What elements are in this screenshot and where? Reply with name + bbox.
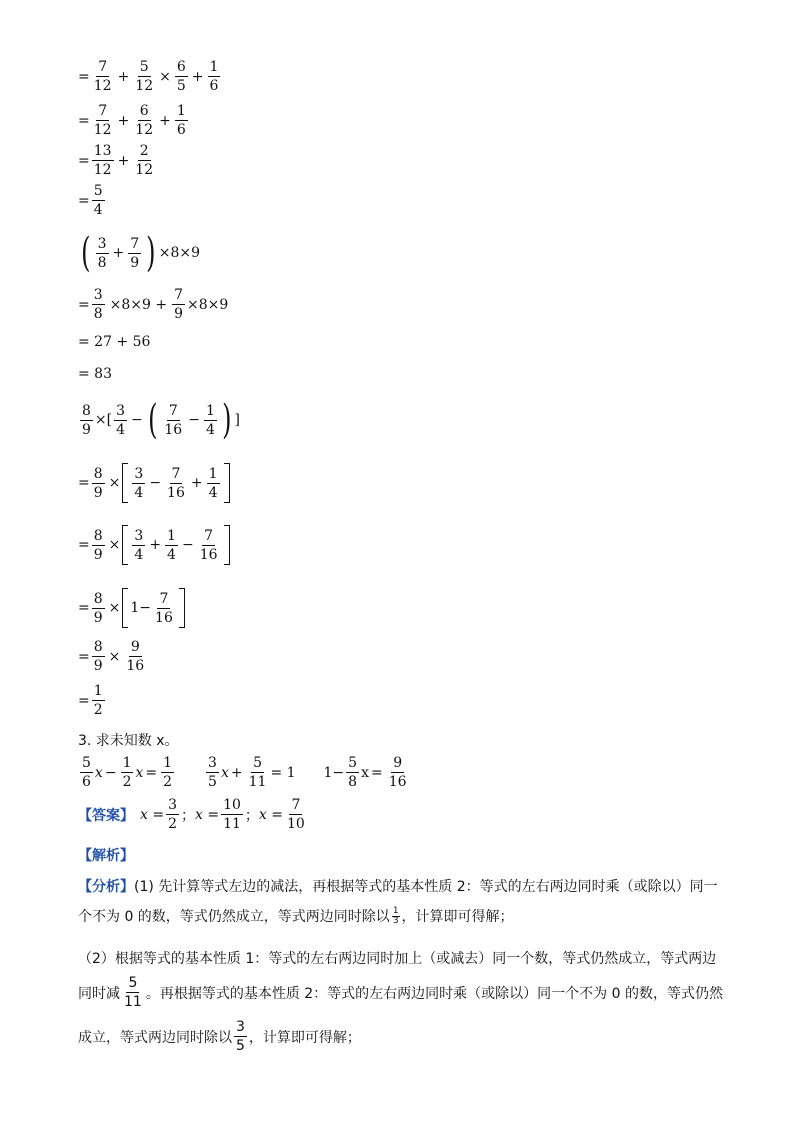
fraction: $\frac{1}{2}$: [163, 755, 173, 790]
analysis-text: ，计算即可得解；: [248, 1029, 361, 1046]
equals-sign: =: [78, 648, 90, 665]
analysis-text: 。再根据等式的基本性质 2：等式的左右两边同时乘（或除以）同一个不为 0 的数，等式仍然: [145, 985, 723, 1002]
operator: +: [149, 537, 162, 553]
fraction: $\frac{5}{6}$: [82, 755, 91, 790]
equals-sign: =: [78, 192, 90, 209]
left-bracket: [122, 463, 128, 503]
close-bracket: ]: [234, 412, 240, 428]
equals-sign: =: [78, 152, 90, 169]
calc-step-3: [78, 144, 157, 177]
answer-tag: 【答案】: [78, 807, 134, 824]
analysis-text: 同时减: [78, 985, 120, 1002]
expression-tail: ×8×9: [187, 296, 229, 313]
operator: ×: [108, 600, 121, 616]
calc-problem-3-step-4: [78, 640, 148, 673]
fraction: $\frac{3}{4}$: [116, 402, 126, 438]
equation-rhs: = 1: [270, 764, 296, 781]
variable-x: x: [94, 764, 103, 781]
answer-lhs: x =: [258, 806, 283, 823]
analysis-paragraph-2-line-3: [78, 1020, 361, 1053]
question-3-equations: [78, 756, 411, 789]
fraction: $\frac{3}{8}$: [93, 287, 103, 322]
fraction: $\frac{7}{12}$: [93, 103, 112, 138]
fraction: $\frac{5}{8}$: [348, 755, 358, 790]
equals-sign: =: [78, 68, 90, 85]
fraction: $\frac{6}{5}$: [176, 59, 186, 94]
operator: +: [230, 764, 243, 781]
variable-x: x: [135, 764, 144, 781]
equals-sign: =: [78, 692, 90, 709]
answer-line: [78, 798, 309, 831]
fraction: $\frac{9}{16}$: [126, 639, 145, 674]
right-paren: ): [221, 397, 232, 443]
fraction: $\frac{6}{12}$: [135, 103, 154, 138]
analysis-paragraph-2-line-1: （2）根据等式的基本性质 1：等式的左右两边同时加上（或减去）同一个数，等式仍然成立，等式两边: [78, 951, 717, 967]
equals-sign: =: [78, 112, 90, 129]
operator: −: [188, 412, 200, 428]
left-bracket: [122, 525, 128, 565]
calc-problem-3-expression: [78, 397, 240, 443]
analysis-paragraph-1-line-1: [78, 876, 718, 896]
right-bracket: [179, 588, 185, 628]
operator: ×: [159, 68, 171, 85]
fraction: $\frac{5}{12}$: [135, 59, 154, 94]
operator: +: [117, 68, 130, 85]
fraction: $\frac{7}{16}$: [167, 465, 185, 501]
analysis-paragraph-2-line-2: [78, 976, 723, 1009]
operator: +: [117, 152, 130, 169]
calc-problem-2-step-3: = 83: [78, 366, 112, 382]
fraction: $\frac{10}{11}$: [223, 797, 241, 832]
analysis-text: 成立，等式两边同时除以: [78, 1029, 232, 1046]
fraction: $\frac{3}{2}$: [168, 797, 177, 832]
analysis-tag: 【解析】: [78, 848, 134, 864]
fraction: $\frac{1}{3}$: [392, 905, 399, 926]
fraction: $\frac{3}{5}$: [236, 1019, 245, 1054]
fraction: $\frac{5}{11}$: [248, 755, 267, 790]
calc-problem-2-step-1: [78, 288, 228, 321]
analysis-sub-tag: 【分析】: [78, 879, 134, 895]
calc-problem-2-expression: [78, 230, 201, 276]
answer-lhs: x =: [195, 806, 220, 823]
fraction: $\frac{3}{5}$: [208, 755, 217, 790]
right-paren: ): [146, 230, 156, 276]
fraction: $\frac{3}{4}$: [134, 527, 144, 563]
operator: −: [131, 412, 143, 428]
equation-lhs: 1−: [323, 764, 345, 781]
fraction: $\frac{8}{9}$: [93, 639, 103, 674]
calc-problem-2-step-2: = 27 + 56: [78, 334, 151, 350]
expression-term: 1−: [130, 600, 152, 616]
fraction: $\frac{8}{9}$: [82, 402, 91, 438]
expression-middle: ×8×9 +: [109, 296, 168, 313]
separator: ；: [244, 807, 259, 824]
calc-problem-3-step-5: [78, 684, 107, 717]
equals-sign: =: [78, 296, 90, 313]
answer-lhs: x =: [140, 806, 165, 823]
operator: ×: [108, 648, 121, 665]
equals-sign: =: [78, 475, 90, 491]
analysis-text: (1) 先计算等式左边的减法，再根据等式的基本性质 2：等式的左右两边同时乘（或除以）同一: [134, 879, 718, 895]
fraction: $\frac{1}{2}$: [93, 683, 103, 718]
fraction: $\frac{7}{16}$: [155, 590, 173, 626]
fraction: $\frac{7}{9}$: [130, 235, 140, 271]
operator: +: [190, 475, 203, 491]
right-bracket: [224, 525, 230, 565]
fraction: $\frac{9}{16}$: [388, 755, 407, 790]
analysis-paragraph-1-line-2: [78, 906, 514, 926]
fraction: $\frac{5}{4}$: [93, 183, 103, 218]
fraction: $\frac{1}{6}$: [176, 103, 186, 138]
fraction: $\frac{7}{9}$: [174, 287, 184, 322]
calc-step-1: [78, 60, 222, 93]
analysis-heading: [78, 845, 140, 865]
equals-sign: =: [78, 537, 90, 553]
operator: −: [104, 764, 117, 781]
analysis-text: 个不为 0 的数，等式仍然成立，等式两边同时除以: [78, 909, 390, 925]
fraction: $\frac{13}{12}$: [93, 143, 112, 178]
separator: ；: [181, 807, 195, 824]
fraction: $\frac{1}{4}$: [167, 527, 176, 563]
operator: ×: [108, 475, 121, 491]
fraction: $\frac{7}{16}$: [199, 527, 218, 563]
equals-sign: =: [78, 600, 90, 616]
left-paren: (: [81, 230, 91, 276]
operator: +: [112, 245, 125, 261]
fraction: $\frac{8}{9}$: [93, 527, 103, 563]
left-bracket: [122, 588, 128, 628]
operator: −: [181, 537, 194, 553]
calc-problem-3-step-1: [78, 463, 230, 503]
fraction: $\frac{7}{16}$: [164, 402, 183, 438]
calc-step-2: [78, 104, 190, 137]
fraction: $\frac{1}{6}$: [209, 59, 219, 94]
fraction: $\frac{1}{4}$: [205, 402, 215, 438]
expression-prefix: ×[: [94, 412, 113, 428]
calc-problem-3-step-3: [78, 588, 185, 628]
variable-x: x: [361, 764, 369, 781]
question-3-title: 3. 求未知数 x。: [78, 733, 179, 749]
fraction: $\frac{1}{2}$: [122, 755, 132, 790]
analysis-text: ，计算即可得解；: [401, 909, 514, 925]
fraction: $\frac{7}{12}$: [93, 59, 112, 94]
expression-tail: ×8×9: [158, 245, 201, 261]
fraction: $\frac{8}{9}$: [93, 590, 103, 626]
fraction: $\frac{5}{11}$: [124, 975, 142, 1010]
calc-step-4: [78, 184, 107, 217]
operator: +: [117, 112, 130, 129]
fraction: $\frac{2}{12}$: [135, 143, 154, 178]
fraction: $\frac{3}{8}$: [97, 235, 107, 271]
fraction: $\frac{1}{4}$: [208, 465, 218, 501]
fraction: $\frac{8}{9}$: [93, 465, 103, 501]
operator: +: [191, 68, 204, 85]
equals-sign: =: [371, 764, 383, 781]
right-bracket: [224, 463, 230, 503]
left-paren: (: [147, 397, 158, 443]
operator: +: [159, 112, 171, 129]
equals-sign: =: [145, 764, 158, 781]
operator: ×: [108, 537, 121, 553]
variable-x: x: [220, 764, 229, 781]
fraction: $\frac{7}{10}$: [286, 797, 305, 832]
fraction: $\frac{3}{4}$: [134, 465, 144, 501]
operator: −: [149, 475, 162, 491]
calc-problem-3-step-2: [78, 525, 230, 565]
